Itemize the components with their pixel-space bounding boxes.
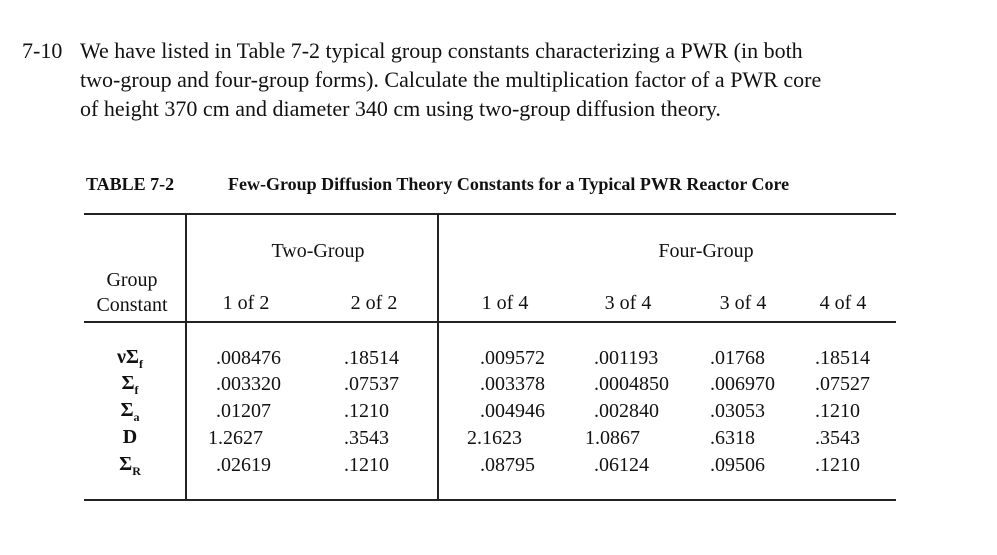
table-cell: .1210 <box>344 400 389 422</box>
row-label <box>100 399 160 425</box>
column-header: 1 of 4 <box>481 292 529 314</box>
table-cell: .03053 <box>710 400 765 422</box>
stub-header <box>82 268 182 318</box>
table-cell: .1210 <box>815 454 860 476</box>
table-cell: .3543 <box>344 427 389 449</box>
table-cell: .006970 <box>710 373 775 395</box>
table-title: Few-Group Diffusion Theory Constants for a Typical PWR Reactor Core <box>228 174 790 194</box>
stub-divider <box>185 213 187 501</box>
table-cell: .18514 <box>815 347 870 369</box>
row-subscript: f <box>134 383 139 397</box>
table-cell: .06124 <box>594 454 649 476</box>
table-cell: .003378 <box>480 373 545 395</box>
row-symbol: Σ <box>120 399 134 421</box>
problem-line: We have listed in Table 7-2 typical group constants characterizing a PWR (in both <box>80 38 803 63</box>
table-cell: .1210 <box>344 454 389 476</box>
table-cell: .0004850 <box>594 373 669 395</box>
row-symbol: νΣ <box>116 346 139 368</box>
table-cell: 2.1623 <box>467 427 522 449</box>
table-cell: .3543 <box>815 427 860 449</box>
column-header: 3 of 4 <box>719 292 767 314</box>
table-bottom-rule <box>84 499 896 501</box>
table-cell: .18514 <box>344 347 399 369</box>
table-cell: .07527 <box>815 373 870 395</box>
problem-text <box>80 36 960 123</box>
table-cell: .6318 <box>710 427 755 449</box>
table-cell: .009572 <box>480 347 545 369</box>
row-subscript: a <box>133 410 140 424</box>
table-cell: .002840 <box>594 400 659 422</box>
table-cell: .008476 <box>216 347 281 369</box>
stub-header-line: Group <box>106 269 158 291</box>
table-cell: 1.0867 <box>585 427 640 449</box>
column-header: 1 of 2 <box>222 292 270 314</box>
row-label <box>100 346 160 372</box>
row-subscript: f <box>139 357 143 371</box>
table-top-rule <box>84 213 896 215</box>
row-label <box>100 426 160 452</box>
table-cell: 1.2627 <box>208 427 263 449</box>
column-header: 2 of 2 <box>350 292 398 314</box>
stub-header-line: Constant <box>96 294 168 316</box>
four-group-header: Four-Group <box>658 240 754 262</box>
table-cell: .09506 <box>710 454 765 476</box>
table-cell: .003320 <box>216 373 281 395</box>
row-symbol: Σ <box>121 372 135 394</box>
problem-number: 7-10 <box>22 38 63 63</box>
problem-line: of height 370 cm and diameter 340 cm using two-group diffusion theory. <box>80 96 721 121</box>
row-symbol: Σ <box>119 453 133 475</box>
column-header: 4 of 4 <box>819 292 867 314</box>
table-header-rule <box>84 321 896 323</box>
two-group-header: Two-Group <box>271 240 365 262</box>
table-cell: .004946 <box>480 400 545 422</box>
row-label <box>100 453 160 479</box>
group-divider <box>437 213 439 501</box>
table-cell: .02619 <box>216 454 271 476</box>
column-header: 3 of 4 <box>604 292 652 314</box>
table-cell: .08795 <box>480 454 535 476</box>
row-symbol: D <box>122 426 138 448</box>
table-cell: .001193 <box>594 347 659 369</box>
table-label: TABLE 7-2 <box>86 174 175 194</box>
problem-line: two-group and four-group forms). Calculate the multiplication factor of a PWR core <box>80 67 822 92</box>
row-subscript: R <box>132 464 141 478</box>
table-cell: .01207 <box>216 400 271 422</box>
table-cell: .1210 <box>815 400 860 422</box>
table-cell: .01768 <box>710 347 765 369</box>
row-label <box>100 372 160 398</box>
table-cell: .07537 <box>344 373 399 395</box>
